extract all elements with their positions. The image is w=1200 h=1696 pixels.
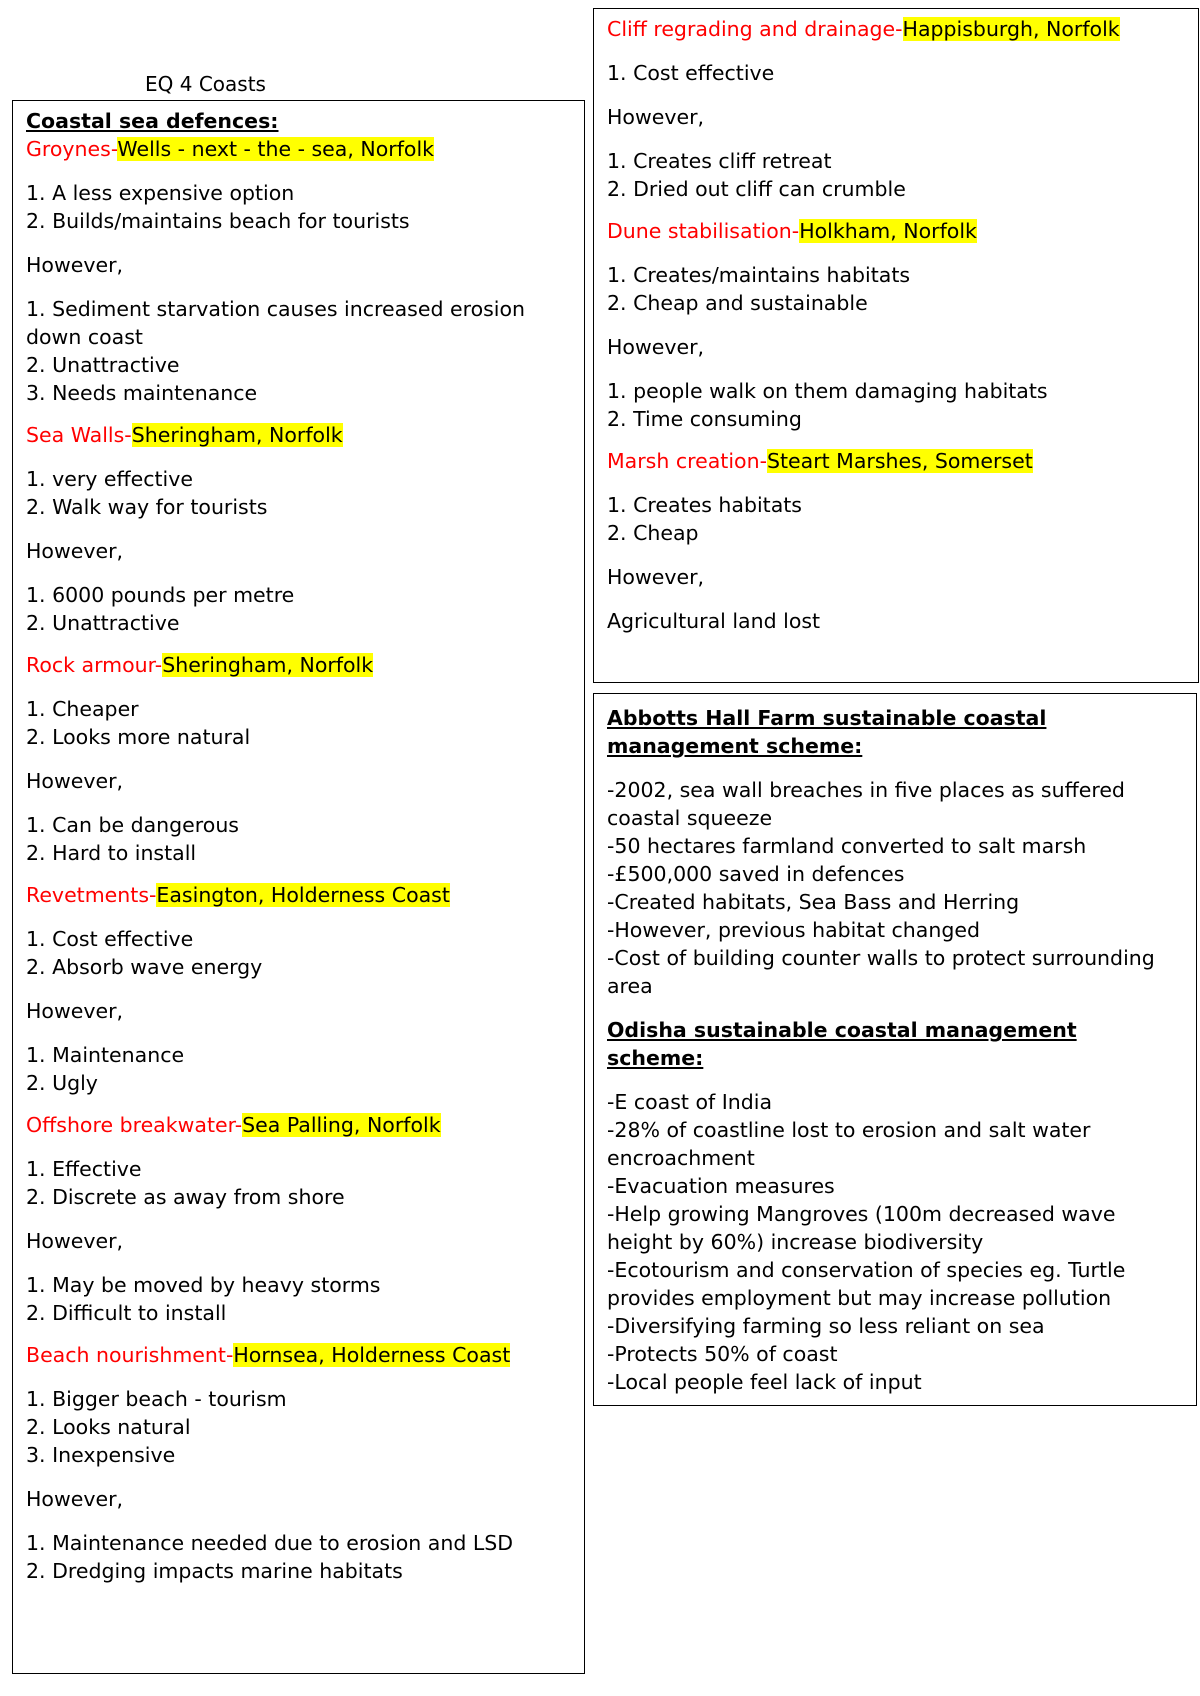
case-study-point: -Cost of building counter walls to protect surrounding area: [607, 946, 1155, 998]
advantages-list: [607, 491, 1198, 547]
spacer: [26, 751, 584, 767]
method-location: Sheringham, Norfolk: [162, 653, 374, 677]
spacer: [26, 679, 584, 695]
disadvantage-item: 2. Dried out cliff can crumble: [607, 177, 906, 201]
case-study-point: -28% of coastline lost to erosion and salt water encroachment: [607, 1118, 1091, 1170]
advantages-list: [26, 1385, 584, 1469]
spacer: [607, 203, 1198, 217]
method-title: [26, 1341, 584, 1369]
advantages-list: [607, 59, 1198, 87]
disadvantage-item: 2. Ugly: [26, 1071, 98, 1095]
disadvantage-item: 2. Time consuming: [607, 407, 802, 431]
method-location: Steart Marshes, Somerset: [766, 449, 1033, 473]
however-label: However,: [26, 999, 124, 1023]
advantage-item: 1. Cost effective: [26, 927, 194, 951]
spacer: [607, 43, 1198, 59]
case-study: [607, 704, 1196, 1000]
advantage-item: 1. Bigger beach - tourism: [26, 1387, 287, 1411]
other-methods-panel: [593, 8, 1199, 683]
coastal-defences-heading: Coastal sea defences:: [26, 109, 279, 133]
method-title: [607, 15, 1198, 43]
method-dash: -: [759, 449, 767, 473]
other-methods-list: [607, 15, 1198, 635]
advantage-item: 2. Discrete as away from shore: [26, 1185, 345, 1209]
disadvantages-list: [607, 377, 1198, 433]
spacer: [607, 361, 1198, 377]
defence-method: [607, 15, 1198, 203]
disadvantages-list: [607, 607, 1198, 635]
method-name: Dune stabilisation: [607, 219, 792, 243]
advantage-item: 1. Cheaper: [26, 697, 139, 721]
disadvantages-list: [26, 811, 584, 867]
defence-method: [26, 1097, 584, 1327]
spacer: [607, 1072, 1196, 1088]
disadvantage-item: 1. Sediment starvation causes increased erosion down coast: [26, 297, 526, 349]
however-label: However,: [26, 769, 124, 793]
method-name: Offshore breakwater: [26, 1113, 235, 1137]
disadvantage-item: 2. Unattractive: [26, 353, 180, 377]
advantages-list: [607, 261, 1198, 317]
advantage-item: 2. Walk way for tourists: [26, 495, 268, 519]
spacer: [26, 407, 584, 421]
method-dash: -: [110, 137, 118, 161]
case-study-heading: Odisha sustainable coastal management scheme:: [607, 1018, 1077, 1070]
spacer: [607, 591, 1198, 607]
spacer: [607, 131, 1198, 147]
spacer: [26, 449, 584, 465]
method-dash: -: [225, 1343, 234, 1367]
spacer: [607, 475, 1198, 491]
however-label: However,: [26, 1487, 124, 1511]
method-name: Revetments: [26, 883, 150, 907]
advantage-item: 2. Looks natural: [26, 1415, 191, 1439]
disadvantages-list: [26, 1271, 584, 1327]
disadvantages-list: [607, 147, 1198, 203]
method-location: Hornsea, Holderness Coast: [233, 1343, 511, 1367]
defence-method: [26, 407, 584, 637]
spacer: [26, 1025, 584, 1041]
spacer: [26, 795, 584, 811]
spacer: [26, 565, 584, 581]
case-study-heading: Abbotts Hall Farm sustainable coastal management scheme:: [607, 706, 1047, 758]
disadvantage-item: 1. Maintenance: [26, 1043, 185, 1067]
advantage-item: 2. Cheap: [607, 521, 699, 545]
method-dash: -: [234, 1113, 243, 1137]
method-dash: -: [149, 883, 157, 907]
method-location: Sea Palling, Norfolk: [242, 1113, 441, 1137]
disadvantage-item: 2. Hard to install: [26, 841, 197, 865]
disadvantage-item: 3. Needs maintenance: [26, 381, 258, 405]
disadvantage-item: 1. Can be dangerous: [26, 813, 239, 837]
spacer: [26, 981, 584, 997]
defence-method: [26, 135, 584, 407]
spacer: [26, 1369, 584, 1385]
method-location: Easington, Holderness Coast: [156, 883, 450, 907]
disadvantage-item: 1. 6000 pounds per metre: [26, 583, 295, 607]
method-title: [26, 651, 584, 679]
case-study-point: -2002, sea wall breaches in five places as suffered coastal squeeze: [607, 778, 1125, 830]
method-name: Groynes: [26, 137, 111, 161]
spacer: [26, 1139, 584, 1155]
spacer: [26, 867, 584, 881]
method-dash: -: [791, 219, 800, 243]
method-name: Sea Walls: [26, 423, 125, 447]
advantage-item: 1. Creates/maintains habitats: [607, 263, 911, 287]
method-title: [26, 881, 584, 909]
method-title: [26, 421, 584, 449]
defence-methods-list: [26, 135, 584, 1585]
method-name: Rock armour: [26, 653, 155, 677]
spacer: [607, 1000, 1196, 1016]
advantages-list: [26, 465, 584, 521]
method-name: Cliff regrading and drainage: [607, 17, 896, 41]
case-study-point: -£500,000 saved in defences: [607, 862, 905, 886]
advantage-item: 1. A less expensive option: [26, 181, 295, 205]
spacer: [26, 637, 584, 651]
advantages-list: [26, 695, 584, 751]
spacer: [26, 1513, 584, 1529]
advantage-item: 2. Cheap and sustainable: [607, 291, 868, 315]
spacer: [607, 245, 1198, 261]
spacer: [26, 1469, 584, 1485]
spacer: [26, 279, 584, 295]
case-study: [607, 1000, 1196, 1396]
defence-method: [26, 867, 584, 1097]
advantages-list: [26, 1155, 584, 1211]
spacer: [26, 521, 584, 537]
method-name: Marsh creation: [607, 449, 760, 473]
advantage-item: 1. Cost effective: [607, 61, 775, 85]
disadvantage-item: 1. Maintenance needed due to erosion and LSD: [26, 1531, 514, 1555]
case-studies-list: [607, 704, 1196, 1396]
case-study-point: -Help growing Mangroves (100m decreased wave height by 60%) increase biodiversity: [607, 1202, 1116, 1254]
method-title: [607, 217, 1198, 245]
disadvantages-list: [26, 1529, 584, 1585]
advantages-list: [26, 925, 584, 981]
spacer: [26, 163, 584, 179]
defence-method: [26, 637, 584, 867]
case-study-point: -E coast of India: [607, 1090, 773, 1114]
method-name: Beach nourishment: [26, 1343, 226, 1367]
spacer: [607, 760, 1196, 776]
advantage-item: 1. Effective: [26, 1157, 142, 1181]
defence-method: [607, 203, 1198, 433]
method-title: [26, 1111, 584, 1139]
advantage-item: 2. Looks more natural: [26, 725, 251, 749]
disadvantage-item: 1. Creates cliff retreat: [607, 149, 832, 173]
advantage-item: 2. Builds/maintains beach for tourists: [26, 209, 410, 233]
case-study-point: -Protects 50% of coast: [607, 1342, 838, 1366]
case-study-point: -However, previous habitat changed: [607, 918, 980, 942]
disadvantage-item: 2. Unattractive: [26, 611, 180, 635]
document-title: EQ 4 Coasts: [145, 72, 266, 96]
disadvantages-list: [26, 295, 584, 407]
coastal-defences-panel: [12, 100, 585, 1674]
method-title: [607, 447, 1198, 475]
disadvantage-item: 2. Dredging impacts marine habitats: [26, 1559, 403, 1583]
case-studies-panel: [593, 693, 1197, 1406]
advantage-item: 3. Inexpensive: [26, 1443, 176, 1467]
method-dash: -: [154, 653, 163, 677]
disadvantage-item: 2. Difficult to install: [26, 1301, 227, 1325]
advantages-list: [26, 179, 584, 235]
case-study-point: -Created habitats, Sea Bass and Herring: [607, 890, 1020, 914]
disadvantages-list: [26, 1041, 584, 1097]
disadvantages-list: [26, 581, 584, 637]
spacer: [607, 317, 1198, 333]
disadvantage-item: Agricultural land lost: [607, 609, 821, 633]
case-study-point: -Local people feel lack of input: [607, 1370, 922, 1394]
defence-method: [607, 433, 1198, 635]
disadvantage-item: 1. people walk on them damaging habitats: [607, 379, 1048, 403]
advantage-item: 1. very effective: [26, 467, 193, 491]
advantage-item: 2. Absorb wave energy: [26, 955, 263, 979]
spacer: [26, 1211, 584, 1227]
advantage-item: 1. Creates habitats: [607, 493, 802, 517]
however-label: However,: [26, 1229, 124, 1253]
defence-method: [26, 1327, 584, 1585]
case-study-point: -Ecotourism and conservation of species eg. Turtle provides employment but may increase pollution: [607, 1258, 1126, 1310]
spacer: [26, 1255, 584, 1271]
case-study-point: -50 hectares farmland converted to salt marsh: [607, 834, 1087, 858]
spacer: [26, 1327, 584, 1341]
spacer: [26, 909, 584, 925]
spacer: [26, 1097, 584, 1111]
method-location: Wells - next - the - sea, Norfolk: [117, 137, 435, 161]
however-label: However,: [26, 253, 124, 277]
disadvantage-item: 1. May be moved by heavy storms: [26, 1273, 381, 1297]
method-dash: -: [895, 17, 903, 41]
however-label: However,: [607, 565, 705, 589]
method-dash: -: [124, 423, 132, 447]
method-title: [26, 135, 584, 163]
method-location: Sheringham, Norfolk: [131, 423, 343, 447]
however-label: However,: [607, 105, 705, 129]
however-label: However,: [26, 539, 124, 563]
spacer: [607, 87, 1198, 103]
case-study-point: -Diversifying farming so less reliant on sea: [607, 1314, 1045, 1338]
spacer: [26, 235, 584, 251]
spacer: [607, 433, 1198, 447]
method-location: Holkham, Norfolk: [799, 219, 977, 243]
however-label: However,: [607, 335, 705, 359]
method-location: Happisburgh, Norfolk: [902, 17, 1120, 41]
spacer: [607, 547, 1198, 563]
case-study-point: -Evacuation measures: [607, 1174, 835, 1198]
